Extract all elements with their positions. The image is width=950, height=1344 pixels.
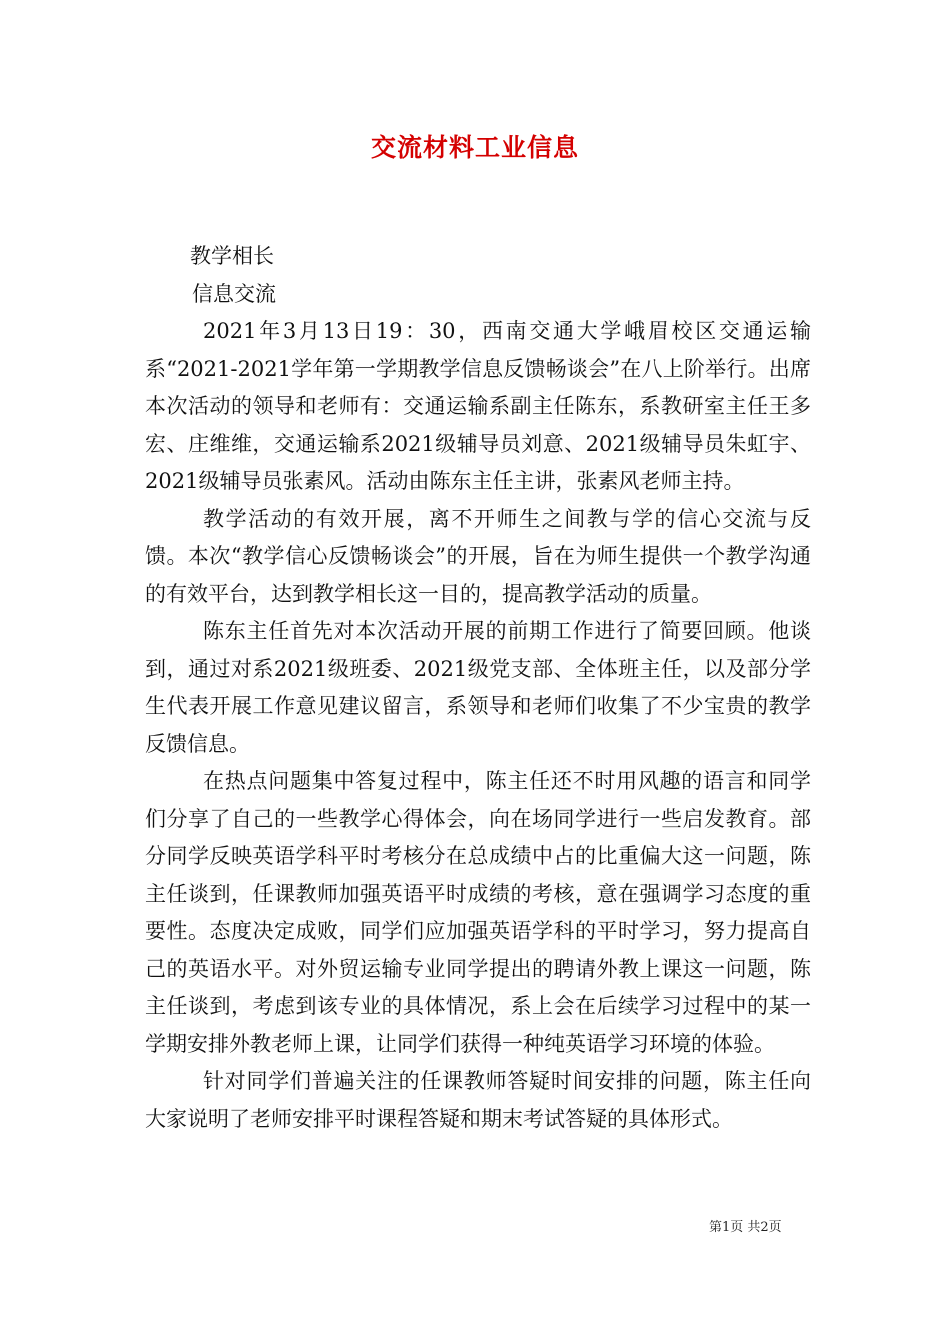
paragraph: 教学活动的有效开展，离不开师生之间教与学的信心交流与反馈。本次“教学信心反馈畅谈会”的开展，旨在为师生提供一个教学沟通的有效平台，达到教学相长这一目的，提高教学活动的质量。 — [145, 506, 811, 606]
page-number: 第1页 共2页 — [709, 1220, 782, 1235]
paragraph: 2021年3月13日19：30，西南交通大学峨眉校区交通运输系“2021-2021学年第一学期教学信息反馈畅谈会”在八上阶举行。出席本次活动的领导和老师有：交通运输系副主任陈东，系教研室主任王多宏、庄维维，交通运输系2021级辅导员刘意、2021级辅导员朱虹宇、2021级辅导员张素风。活动由陈东主任主讲，张素风老师主持。 — [145, 319, 811, 493]
document-title: 交流材料工业信息 — [370, 133, 579, 162]
document-body — [145, 238, 811, 1138]
paragraph: 陈东主任首先对本次活动开展的前期工作进行了简要回顾。他谈到，通过对系2021级班委、2021级党支部、全体班主任，以及部分学生代表开展工作意见建议留言，系领导和老师们收集了不少宝贵的教学反馈信息。 — [145, 619, 811, 756]
subheading-teaching: 教学相长 — [190, 244, 274, 268]
subheading-info-exchange: 信息交流 — [192, 281, 276, 306]
paragraph: 针对同学们普遍关注的任课教师答疑时间安排的问题，陈主任向大家说明了老师安排平时课程答疑和期末考试答疑的具体形式。 — [145, 1069, 811, 1131]
paragraph: 在热点问题集中答复过程中，陈主任还不时用风趣的语言和同学们分享了自己的一些教学心得体会，向在场同学进行一些启发教育。部分同学反映英语学科平时考核分在总成绩中占的比重偏大这一问题，陈主任谈到，任课教师加强英语平时成绩的考核，意在强调学习态度的重要性。态度决定成败，同学们应加强英语学科的平时学习，努力提高自己的英语水平。对外贸运输专业同学提出的聘请外教上课这一问题，陈主任谈到，考虑到该专业的具体情况，系上会在后续学习过程中的某一学期安排外教老师上课，让同学们获得一种纯英语学习环境的体验。 — [145, 769, 811, 1056]
